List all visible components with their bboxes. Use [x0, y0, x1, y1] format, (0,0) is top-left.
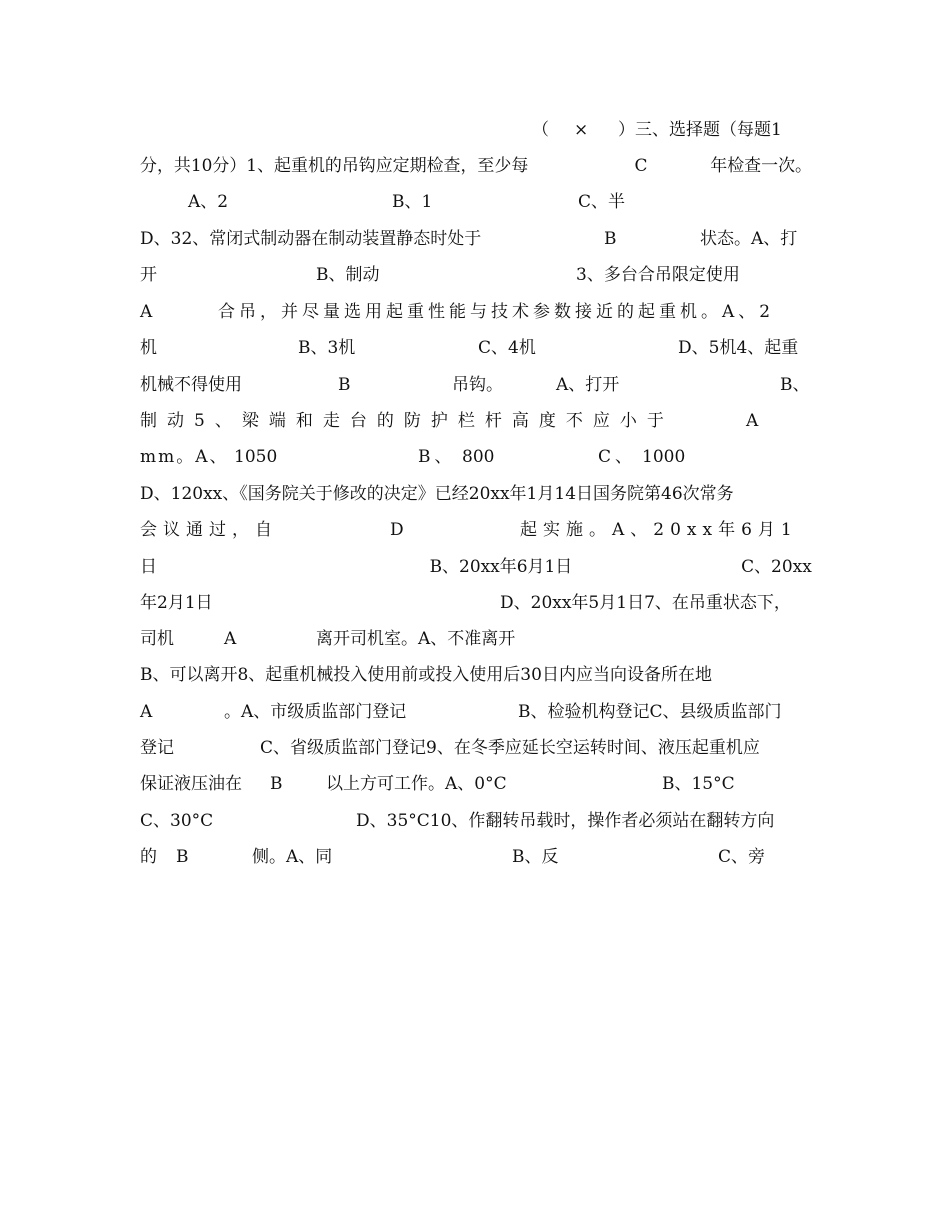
text-fragment: ）三、选择题（每题1 [618, 120, 782, 140]
answer-mark: B [270, 774, 283, 794]
option-text: 1050 [234, 447, 278, 467]
text-fragment: 司机 [140, 629, 174, 649]
text-line [140, 262, 812, 288]
text-line [140, 590, 812, 616]
text-fragment: 的 [140, 847, 157, 867]
text-fragment: 以上方可工作。A、0°C [326, 774, 507, 794]
answer-mark: A [140, 702, 153, 722]
option-text: C、4机 [478, 338, 536, 358]
answer-mark: B [604, 229, 617, 249]
text-fragment: C、省级质监部门登记9、在冬季应延长空运转时间、液压起重机应 [260, 738, 760, 758]
text-line [140, 517, 812, 543]
answer-mark: A [224, 629, 237, 649]
option-text: B、3机 [298, 338, 356, 358]
text-line [140, 117, 812, 143]
text-fragment: 起实施。A、20xx年6月1 [520, 520, 798, 540]
text-fragment: 年2月1日 [140, 593, 213, 613]
text-line [140, 299, 812, 325]
text-line [140, 226, 812, 252]
text-line [140, 408, 812, 434]
text-fragment: 3、多台合吊限定使用 [576, 265, 740, 285]
text-fragment: D、5机4、起重 [678, 338, 799, 358]
option-text: B、15°C [662, 774, 735, 794]
option-text: C、旁 [718, 847, 766, 867]
text-line [140, 699, 812, 725]
text-fragment: D、32、常闭式制动器在制动装置静态时处于 [140, 229, 482, 249]
option-text: B、 [780, 375, 810, 395]
text-line [140, 481, 812, 507]
text-line [140, 844, 812, 870]
text-fragment: （ [532, 120, 549, 140]
option-text: C、半 [578, 192, 626, 212]
option-text: 1000 [642, 447, 686, 467]
text-fragment: 登记 [140, 738, 174, 758]
answer-mark: A [140, 302, 153, 322]
answer-mark: × [574, 120, 589, 140]
text-line [140, 771, 812, 797]
text-fragment: D、120xx、《国务院关于修改的决定》已经20xx年1月14日国务院第46次常务 [140, 484, 734, 504]
text-fragment: 年检查一次。 [710, 156, 812, 176]
text-fragment: 会议通过，自 [140, 520, 278, 540]
text-fragment: 分，共10分）1、起重机的吊钩应定期检查，至少每 [140, 156, 529, 176]
option-text: B、20xx年6月1日 [429, 557, 573, 577]
text-line [140, 372, 812, 398]
text-line [140, 662, 812, 688]
text-fragment: B、检验机构登记C、县级质监部门 [518, 702, 782, 722]
text-fragment: 保证液压油在 [140, 774, 242, 794]
text-fragment: 开 [140, 265, 157, 285]
text-line [140, 554, 811, 580]
text-fragment: D、35°C10、作翻转吊载时，操作者必须站在翻转方向 [356, 811, 775, 831]
answer-mark: C [634, 156, 648, 176]
option-text: A、打开 [556, 375, 620, 395]
answer-mark: A [746, 411, 759, 431]
text-line [140, 335, 812, 361]
text-line [140, 189, 812, 215]
text-fragment: 侧。A、同 [252, 847, 333, 867]
option-text: B、制动 [316, 265, 380, 285]
option-text: C、30°C [140, 811, 214, 831]
option-text: B、反 [512, 847, 559, 867]
option-text: B、1 [392, 192, 433, 212]
option-text: C、20xx [741, 557, 812, 577]
text-line [140, 626, 812, 652]
text-line [140, 735, 812, 761]
option-text: 。A、市级质监部门登记 [224, 702, 407, 722]
text-fragment: 吊钩。 [452, 375, 503, 395]
text-fragment: 机械不得使用 [140, 375, 242, 395]
answer-mark: B [176, 847, 189, 867]
text-line [140, 444, 812, 470]
text-fragment: 离开司机室。A、不准离开 [316, 629, 516, 649]
text-fragment: B、可以离开8、起重机械投入使用前或投入使用后30日内应当向设备所在地 [140, 665, 712, 685]
text-fragment: 制动5、梁端和走台的防护栏杆高度不应小于 [140, 411, 674, 431]
answer-mark: B [338, 375, 351, 395]
text-line [140, 808, 812, 834]
text-line [140, 153, 810, 179]
option-text: C、 [598, 447, 637, 467]
text-fragment: mm。A、 [140, 447, 229, 467]
option-text: 800 [462, 447, 495, 467]
text-fragment: 合吊，并尽量选用起重性能与技术参数接近的起重机。A、2 [218, 302, 775, 322]
text-fragment: D、20xx年5月1日7、在吊重状态下， [500, 593, 791, 613]
option-text: B、 [418, 447, 456, 467]
text-fragment: 机 [140, 338, 157, 358]
option-text: A、2 [188, 192, 229, 212]
text-fragment: 状态。A、打 [700, 229, 798, 249]
text-fragment: 日 [140, 557, 157, 577]
answer-mark: D [390, 520, 404, 540]
